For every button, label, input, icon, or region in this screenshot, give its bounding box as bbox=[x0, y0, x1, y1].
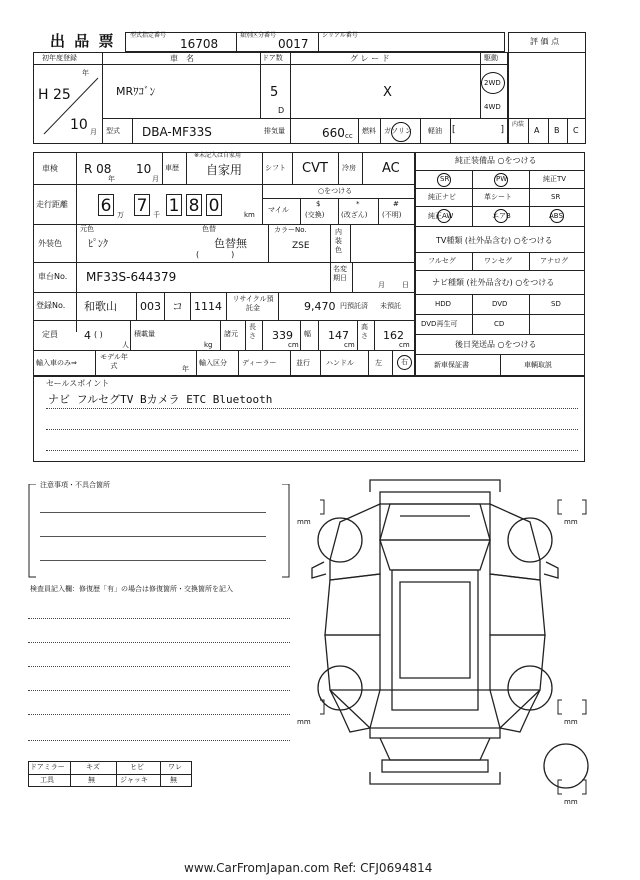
navi-sd: SD bbox=[551, 300, 561, 308]
mm-front-left: mm bbox=[297, 518, 311, 526]
doors-label: ドア数 bbox=[262, 54, 283, 62]
equip-abs: ABS bbox=[549, 212, 563, 220]
mm-rear-left: mm bbox=[297, 718, 311, 726]
navi-dvd-play: DVD再生可 bbox=[421, 320, 458, 328]
displacement-value: 660 bbox=[322, 126, 345, 140]
tv-analog: アナログ bbox=[540, 257, 568, 265]
equip-sr: SR bbox=[440, 175, 450, 183]
notes-label: 注意事項・不具合箇所 bbox=[40, 481, 110, 489]
mileage-digit-2: 7 bbox=[134, 194, 150, 216]
mileage-digit-1: 6 bbox=[98, 194, 114, 216]
displacement-label: 排気量 bbox=[264, 127, 285, 135]
history-value: 自家用 bbox=[206, 163, 243, 177]
model-name-label: 車 名 bbox=[170, 54, 194, 63]
model-type-label: 型式 bbox=[106, 127, 120, 135]
chassis-label: 車台No. bbox=[38, 272, 68, 281]
load-label: 積載量 bbox=[134, 330, 155, 338]
repaint-value: 色替無 bbox=[214, 237, 247, 250]
history-label: 車歴 bbox=[165, 164, 179, 172]
inspection-month: 10 bbox=[136, 162, 152, 176]
interior-color-label: 内装色 bbox=[335, 228, 342, 254]
width-value: 147 bbox=[328, 329, 349, 342]
capacity-label: 定員 bbox=[42, 330, 58, 339]
size-label: 諸元 bbox=[224, 330, 238, 338]
equip-tv: 純正TV bbox=[543, 175, 567, 183]
model-year-label: モデル年式 bbox=[100, 353, 128, 370]
model-type-value: DBA-MF33S bbox=[142, 125, 212, 139]
interior-grade-label: 内装 bbox=[512, 121, 525, 128]
serial-label: シリアル番号 bbox=[322, 32, 358, 39]
equip-airbag: エアB bbox=[492, 212, 511, 220]
fuel-value: ガソリン bbox=[384, 127, 412, 135]
navi-cd: CD bbox=[494, 320, 505, 328]
shift-label: シフト bbox=[265, 164, 286, 172]
drive-label: 駆動 bbox=[484, 54, 498, 62]
mm-spare: mm bbox=[564, 798, 578, 806]
doors-value: 5 bbox=[270, 85, 279, 100]
diagonal-slash bbox=[40, 76, 100, 136]
navi-dvd: DVD bbox=[492, 300, 508, 308]
notes-bracket bbox=[28, 481, 290, 578]
tv-full: フルセグ bbox=[428, 257, 456, 265]
tv-one: ワンセグ bbox=[484, 257, 512, 265]
type-cert-value: 16708 bbox=[180, 37, 219, 51]
mileage-digit-3: 1 bbox=[166, 194, 182, 216]
later-manual: 車輌取説 bbox=[524, 361, 552, 369]
reg-area: 和歌山 bbox=[84, 300, 117, 313]
chassis-value: MF33S-644379 bbox=[86, 270, 177, 284]
capacity-value: 4 bbox=[84, 329, 91, 342]
grade-value: X bbox=[383, 85, 392, 100]
rating-label: 評 価 点 bbox=[530, 37, 560, 46]
parallel-label: 並行 bbox=[296, 359, 310, 367]
inspection-year: R 08 bbox=[84, 162, 112, 176]
dealer-label: ディーラー bbox=[242, 359, 277, 367]
sales-text: ナビ フルセグTV Bカメラ ETC Bluetooth bbox=[48, 393, 273, 406]
later-warranty: 新車保証書 bbox=[434, 361, 469, 369]
grade-label: グ レ ー ド bbox=[350, 54, 390, 63]
equip-sr2: SR bbox=[551, 193, 561, 201]
equip-aw: 純正AW bbox=[428, 212, 454, 220]
length-value: 339 bbox=[272, 329, 293, 342]
reg-class: 003 bbox=[140, 300, 161, 313]
model-name-value: MRﾜｺﾞﾝ bbox=[116, 85, 156, 98]
first-reg-label: 初年度登録 bbox=[42, 54, 77, 62]
shift-value: CVT bbox=[302, 161, 328, 176]
class-label: 類別区分番号 bbox=[240, 32, 277, 39]
diesel-label: 軽油 bbox=[428, 127, 442, 135]
inspection-label: 車検 bbox=[42, 164, 58, 173]
color-no-label: カラーNo. bbox=[274, 226, 307, 234]
mileage-digit-5: 0 bbox=[206, 194, 222, 216]
equip-pw: PW bbox=[496, 175, 508, 183]
first-reg-month: 10 bbox=[70, 117, 88, 133]
handle-label: ハンドル bbox=[326, 359, 354, 367]
inspector-label: 検査員記入欄：修復歴「有」の場合は修復箇所・交換箇所を記入 bbox=[30, 585, 233, 593]
reg-label: 登録No. bbox=[36, 301, 66, 310]
watermark: www.CarFromJapan.com Ref: CFJ0694814 bbox=[184, 861, 433, 875]
form-title: 出 品 票 bbox=[50, 32, 116, 50]
equip-leather: 革シート bbox=[484, 193, 512, 201]
fuel-label: 燃料 bbox=[362, 127, 376, 135]
type-cert-label: 型式指定番号 bbox=[130, 32, 167, 39]
first-reg-year: H 25 bbox=[38, 87, 71, 103]
reg-kana: コ bbox=[172, 300, 183, 313]
original-color-value: ﾋﾟﾝｸ bbox=[88, 239, 108, 250]
mileage-label: 走行距離 bbox=[36, 200, 68, 209]
tv-header: TV種類 (社外品含む) ○をつける bbox=[436, 236, 553, 245]
mm-front-right: mm bbox=[564, 518, 578, 526]
ac-value: AC bbox=[382, 161, 400, 176]
height-value: 162 bbox=[383, 329, 404, 342]
recycle-label: リサイクル預託金 bbox=[232, 295, 274, 312]
recycle-value: 9,470 bbox=[304, 300, 336, 313]
car-damage-diagram bbox=[300, 470, 600, 800]
reg-number: 1114 bbox=[194, 300, 222, 313]
mile-option: マイル bbox=[268, 206, 289, 214]
sales-label: セールスポイント bbox=[46, 379, 110, 388]
mm-rear-right: mm bbox=[564, 718, 578, 726]
name-change-label: 名変期日 bbox=[333, 265, 347, 282]
import-class-label: 輸入区分 bbox=[199, 359, 227, 367]
color-no-value: ZSE bbox=[292, 241, 310, 251]
later-header: 後日発送品 ○をつける bbox=[455, 340, 537, 349]
navi-hdd: HDD bbox=[435, 300, 452, 308]
ac-label: 冷房 bbox=[342, 164, 356, 172]
exterior-label: 外装色 bbox=[38, 239, 62, 248]
mileage-digit-4: 8 bbox=[186, 194, 202, 216]
genuine-header: 純正装備品 ○をつける bbox=[455, 156, 537, 165]
import-label: 輸入車のみ⇒ bbox=[36, 359, 77, 367]
equip-navi: 純正ナビ bbox=[428, 193, 456, 201]
class-value: 0017 bbox=[278, 37, 309, 51]
navi-header: ナビ種類 (社外品含む) ○をつける bbox=[432, 278, 555, 287]
